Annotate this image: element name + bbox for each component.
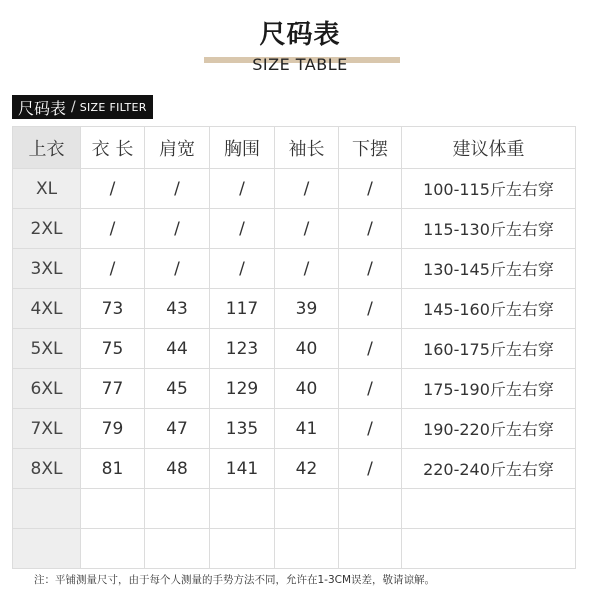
- table-cell: 44: [145, 329, 210, 369]
- table-row: [13, 169, 576, 209]
- table-cell: [210, 529, 275, 569]
- table-cell: /: [81, 249, 145, 289]
- section-label-cn: 尺码表: [18, 98, 67, 118]
- column-header: 上衣: [13, 127, 81, 169]
- column-header: 胸围: [210, 127, 275, 169]
- size-cell: 4XL: [13, 289, 81, 329]
- table-cell: /: [210, 249, 275, 289]
- table-cell: [81, 529, 145, 569]
- column-header: 肩宽: [145, 127, 210, 169]
- page-title: 尺码表: [259, 20, 341, 50]
- table-cell: 130-145斤左右穿: [402, 249, 576, 289]
- table-cell: /: [210, 169, 275, 209]
- column-header: 建议体重: [402, 127, 576, 169]
- table-cell: 115-130斤左右穿: [402, 209, 576, 249]
- table-row: [13, 249, 576, 289]
- size-cell: 7XL: [13, 409, 81, 449]
- table-header-row: [13, 127, 576, 169]
- table-cell: /: [275, 209, 339, 249]
- table-cell: 123: [210, 329, 275, 369]
- table-cell: 45: [145, 369, 210, 409]
- table-cell: [210, 489, 275, 529]
- table-cell: /: [339, 209, 402, 249]
- column-header: 下摆: [339, 127, 402, 169]
- table-cell: 40: [275, 329, 339, 369]
- table-cell: /: [145, 249, 210, 289]
- table-cell: /: [339, 449, 402, 489]
- table-cell: 145-160斤左右穿: [402, 289, 576, 329]
- table-cell: 77: [81, 369, 145, 409]
- table-cell: [81, 489, 145, 529]
- size-cell: 5XL: [13, 329, 81, 369]
- table-cell: /: [275, 169, 339, 209]
- table-cell: /: [339, 409, 402, 449]
- table-cell: 117: [210, 289, 275, 329]
- table-cell: /: [339, 369, 402, 409]
- table-row: [13, 329, 576, 369]
- table-cell: /: [339, 289, 402, 329]
- size-cell: 2XL: [13, 209, 81, 249]
- table-row: [13, 489, 576, 529]
- table-cell: 48: [145, 449, 210, 489]
- section-label: [12, 95, 153, 119]
- size-cell: [13, 529, 81, 569]
- table-cell: 220-240斤左右穿: [402, 449, 576, 489]
- table-cell: [339, 489, 402, 529]
- footnote: 注：平铺测量尺寸，由于每个人测量的手势方法不同，允许在1-3CM误差，敬请谅解。: [34, 574, 436, 586]
- table-cell: 160-175斤左右穿: [402, 329, 576, 369]
- table-cell: 141: [210, 449, 275, 489]
- table-cell: /: [275, 249, 339, 289]
- size-table: [12, 126, 576, 569]
- table-cell: 75: [81, 329, 145, 369]
- table-cell: 100-115斤左右穿: [402, 169, 576, 209]
- table-cell: 190-220斤左右穿: [402, 409, 576, 449]
- table-cell: /: [81, 169, 145, 209]
- size-cell: XL: [13, 169, 81, 209]
- column-header: 袖长: [275, 127, 339, 169]
- table-cell: /: [145, 169, 210, 209]
- table-cell: 81: [81, 449, 145, 489]
- section-label-en: SIZE FILTER: [79, 100, 147, 114]
- table-cell: [275, 529, 339, 569]
- table-cell: [145, 529, 210, 569]
- table-cell: [145, 489, 210, 529]
- page-subtitle: SIZE TABLE: [252, 55, 348, 74]
- size-cell: 8XL: [13, 449, 81, 489]
- table-cell: /: [339, 249, 402, 289]
- table-cell: 135: [210, 409, 275, 449]
- size-table-body: [13, 127, 576, 569]
- table-cell: /: [339, 169, 402, 209]
- table-cell: 43: [145, 289, 210, 329]
- table-cell: 47: [145, 409, 210, 449]
- table-cell: /: [81, 209, 145, 249]
- table-row: [13, 209, 576, 249]
- table-row: [13, 409, 576, 449]
- table-row: [13, 369, 576, 409]
- table-cell: /: [145, 209, 210, 249]
- table-cell: /: [339, 329, 402, 369]
- table-cell: 42: [275, 449, 339, 489]
- table-cell: 79: [81, 409, 145, 449]
- table-cell: 175-190斤左右穿: [402, 369, 576, 409]
- table-cell: 40: [275, 369, 339, 409]
- table-row: [13, 449, 576, 489]
- table-row: [13, 289, 576, 329]
- size-cell: 6XL: [13, 369, 81, 409]
- table-cell: 73: [81, 289, 145, 329]
- table-cell: [339, 529, 402, 569]
- table-cell: 39: [275, 289, 339, 329]
- table-cell: 41: [275, 409, 339, 449]
- table-cell: /: [210, 209, 275, 249]
- table-row: [13, 529, 576, 569]
- table-cell: 129: [210, 369, 275, 409]
- section-label-separator: /: [71, 99, 76, 115]
- table-cell: [275, 489, 339, 529]
- table-cell: [402, 529, 576, 569]
- column-header: 衣 长: [81, 127, 145, 169]
- size-cell: [13, 489, 81, 529]
- table-cell: [402, 489, 576, 529]
- size-cell: 3XL: [13, 249, 81, 289]
